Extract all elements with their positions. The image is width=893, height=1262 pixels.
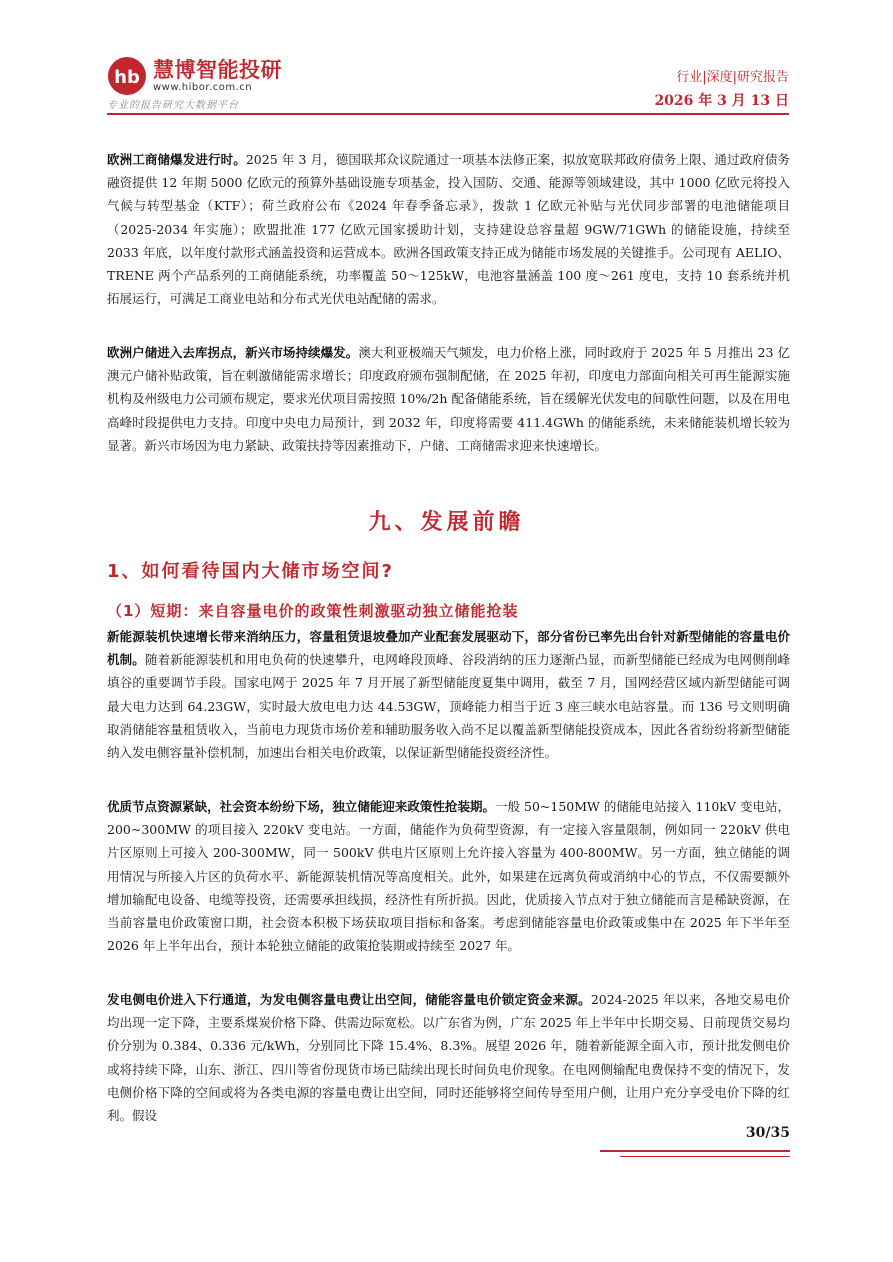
header-divider — [107, 113, 789, 115]
paragraph-capacity-price — [107, 625, 790, 764]
heading-level-2: （1）短期：来自容量电价的政策性刺激驱动独立储能抢装 — [107, 602, 519, 620]
paragraph-node-resources — [107, 795, 790, 957]
paragraph-body: 2025 年 3 月，德国联邦众议院通过一项基本法修正案，拟放宽联邦政府债务上限、通过政府债务融资提供 12 年期 5000 亿欧元的预算外基础设施专项基金，投入国防、交通、能源等领域建设，其中 1000 亿欧元将投入气候与转型基金（KTF）；荷兰政府公布《2024 年春季备忘录》，拨款 1 亿欧元补贴与光伏同步部署的电池储能项目（2025-2034 年实施）；欧盟批准 177 亿欧元国家援助计划，支持建设总容量超 9GW/71GWh 的储能设施，持续至 2033 年底，以年度付款形式涵盖投资和运营成本。欧洲各国政策支持正成为储能市场发展的关键推手。公司现有 AELIO、TRENE 两个产品系列的工商储能系统，功率覆盖 50～125kW，电池容量涵盖 100 度～261 度电，支持 10 套系统并机拓展运行，可满足工商业电站和分布式光伏电站配储的需求。 — [107, 152, 790, 307]
paragraph-body: 随着新能源装机和用电负荷的快速攀升，电网峰段顶峰、谷段消纳的压力逐渐凸显，而新型储能已经成为电网侧削峰填谷的重要调节手段。国家电网于 2025 年 7 月开展了新型储能度夏集中调用，截至 7 月，国网经营区域内新型储能可调最大电力达到 64.23GW，实时最大放电电力达 44.53GW，顶峰能力相当于近 3 座三峡水电站容量。而 136 号文则明确取消储能容量租赁收入，当前电力现货市场价差和辅助服务收入尚不足以覆盖新型储能投资成本，因此各省纷纷将新型储能纳入发电侧容量补偿机制，加速出台相关电价政策，以保证新型储能投资经济性。 — [107, 652, 790, 761]
paragraph-body: 2024-2025 年以来，各地交易电价均出现一定下降，主要系煤炭价格下降、供需边际宽松。以广东省为例，广东 2025 年上半年中长期交易、日前现货交易均价分别为 0.384、0.336 元/kWh，分别同比下降 15.4%、8.3%。展望 2026 年，随着新能源全面入市，预计批发侧电价或将持续下降，山东、浙江、四川等省份现货市场已陆续出现长时间负电价现象。在电网侧输配电费保持不变的情况下，发电侧价格下降的空间或将为各类电源的容量电费让出空间，同时还能够将空间传导至用户侧，让用户充分享受电价下降的红利。假设 — [107, 992, 790, 1124]
page-number: 30/35 — [745, 1125, 790, 1141]
footer-divider — [600, 1150, 790, 1152]
hibor-logo-icon — [107, 56, 147, 96]
footer-divider-thin — [620, 1156, 790, 1157]
paragraph-lead: 欧洲户储进入去库拐点，新兴市场持续爆发。 — [107, 345, 359, 360]
paragraph-europe-commercial-storage — [107, 148, 790, 310]
paragraph-lead: 欧洲工商储爆发进行时。 — [107, 152, 246, 167]
paragraph-body: 澳大利亚极端天气频发，电力价格上涨，同时政府于 2025 年 5 月推出 23 亿澳元户储补贴政策，旨在刺激储能需求增长；印度政府颁布强制配储，在 2025 年初，印度电力部面向相关可再生能源实施机构及州级电力公司颁布规定，要求光伏项目需按照 10%/2h 配备储能系统，旨在缓解光伏发电的间歇性问题，以及在用电高峰时段提供电力支持。印度中央电力局预计，到 2032 年，印度将需要 411.4GWh 的储能系统，未来储能装机增长较为显著。新兴市场因为电力紧缺、政策扶持等因素推动下，户储、工商储需求迎来快速增长。 — [107, 345, 790, 453]
page-header — [107, 52, 789, 112]
logo-slogan: 专业的报告研究大数据平台 — [107, 100, 239, 111]
paragraph-lead: 发电侧电价进入下行通道，为发电侧容量电费让出空间，储能容量电价锁定资金来源。 — [107, 992, 591, 1007]
report-date: 2026 年 3 月 13 日 — [654, 93, 789, 109]
paragraph-generation-price — [107, 988, 790, 1127]
report-type-label: 行业|深度|研究报告 — [676, 70, 789, 85]
logo-text: 慧博智能投研 — [153, 58, 282, 82]
paragraph-lead: 优质节点资源紧缺，社会资本纷纷下场，独立储能迎来政策性抢装期。 — [107, 799, 495, 814]
logo-url: www.hibor.com.cn — [153, 82, 253, 93]
svg-text:hb: hb — [114, 67, 140, 88]
paragraph-europe-household-storage — [107, 341, 790, 457]
paragraph-body: 一般 50~150MW 的储能电站接入 110kV 变电站，200~300MW 的项目接入 220kV 变电站。一方面，储能作为负荷型资源，有一定接入容量限制，例如同一 220kV 供电片区原则上可接入 200-300MW，同一 500kV 供电片区原则上允许接入容量为 400-800MW。另一方面，独立储能的调用情况与所接入片区的负荷水平、新能源装机情况等高度相关。此外，如果建在远离负荷或消纳中心的节点，不仅需要额外增加输配电设备、电缆等投资，还需要承担线损，经济性有所折损。因此，优质接入节点对于独立储能而言是稀缺资源，在当前容量电价政策窗口期，社会资本积极下场获取项目指标和备案。考虑到储能容量电价政策或集中在 2025 年下半年至 2026 年上半年出台，预计本轮独立储能的政策抢装期或持续至 2027 年。 — [107, 799, 790, 954]
paragraph-lead: 新能源装机快速增长带来消纳压力，容量租赁退坡叠加产业配套发展驱动下，部分省份已率先出台针对新型储能的容量电价机制。 — [107, 629, 790, 668]
section-title: 九、发展前瞻 — [368, 510, 525, 535]
heading-level-1: 1、如何看待国内大储市场空间? — [107, 561, 394, 582]
